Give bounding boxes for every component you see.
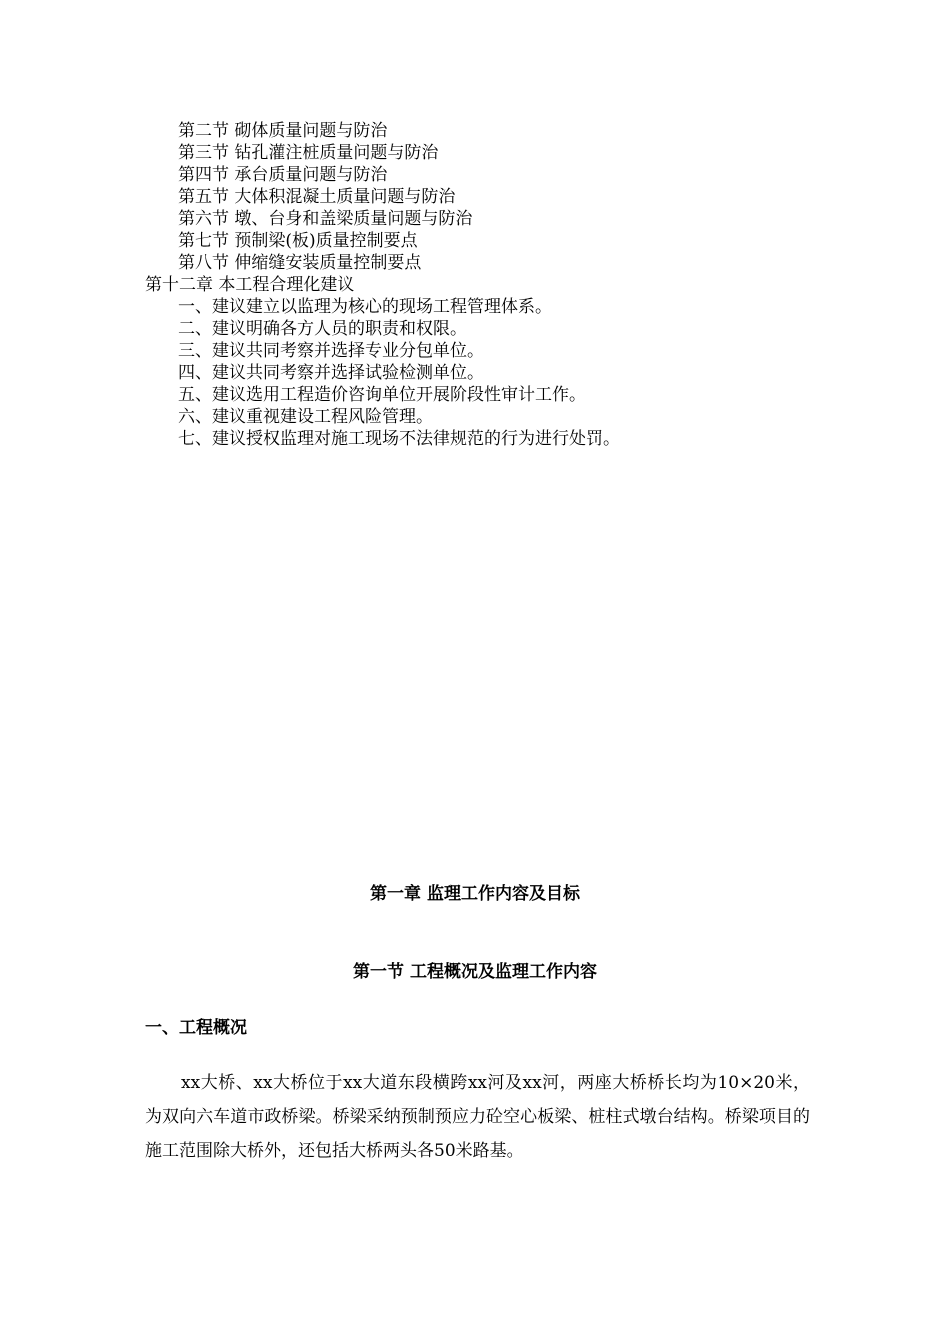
toc-chapter-12: 第十二章 本工程合理化建议 [145, 275, 355, 295]
section-title: 第一节 工程概况及监理工作内容 [353, 962, 597, 982]
toc-suggestion-2: 二、建议明确各方人员的职责和权限。 [178, 319, 467, 339]
toc-section-5: 第五节 大体积混凝土质量问题与防治 [178, 187, 456, 207]
toc-suggestion-4: 四、建议共同考察并选择试验检测单位。 [178, 363, 484, 383]
toc-section-8: 第八节 伸缩缝安装质量控制要点 [178, 253, 422, 273]
table-of-contents [0, 120, 950, 450]
toc-suggestion-3: 三、建议共同考察并选择专业分包单位。 [178, 341, 484, 361]
toc-section-7: 第七节 预制梁(板)质量控制要点 [178, 231, 418, 251]
project-overview-paragraph: xx大桥、xx大桥位于xx大道东段横跨xx河及xx河，两座大桥桥长均为10×20米，为双向六车道市政桥梁。桥梁采纳预制预应力砼空心板梁、桩柱式墩台结构。桥梁项目的施工范围除大桥外，还包括大桥两头各50米路基。 [145, 1073, 810, 1161]
toc-section-2: 第二节 砌体质量问题与防治 [178, 121, 388, 141]
toc-section-6: 第六节 墩、台身和盖梁质量问题与防治 [178, 209, 473, 229]
toc-suggestion-7: 七、建议授权监理对施工现场不法律规范的行为进行处罚。 [178, 429, 620, 449]
toc-suggestion-5: 五、建议选用工程造价咨询单位开展阶段性审计工作。 [178, 385, 586, 405]
chapter-title: 第一章 监理工作内容及目标 [370, 884, 580, 904]
toc-section-3: 第三节 钻孔灌注桩质量问题与防治 [178, 143, 439, 163]
subsection-title: 一、工程概况 [145, 1018, 247, 1038]
toc-suggestion-6: 六、建议重视建设工程风险管理。 [178, 407, 433, 427]
toc-section-4: 第四节 承台质量问题与防治 [178, 165, 388, 185]
toc-suggestion-1: 一、建议建立以监理为核心的现场工程管理体系。 [178, 297, 552, 317]
